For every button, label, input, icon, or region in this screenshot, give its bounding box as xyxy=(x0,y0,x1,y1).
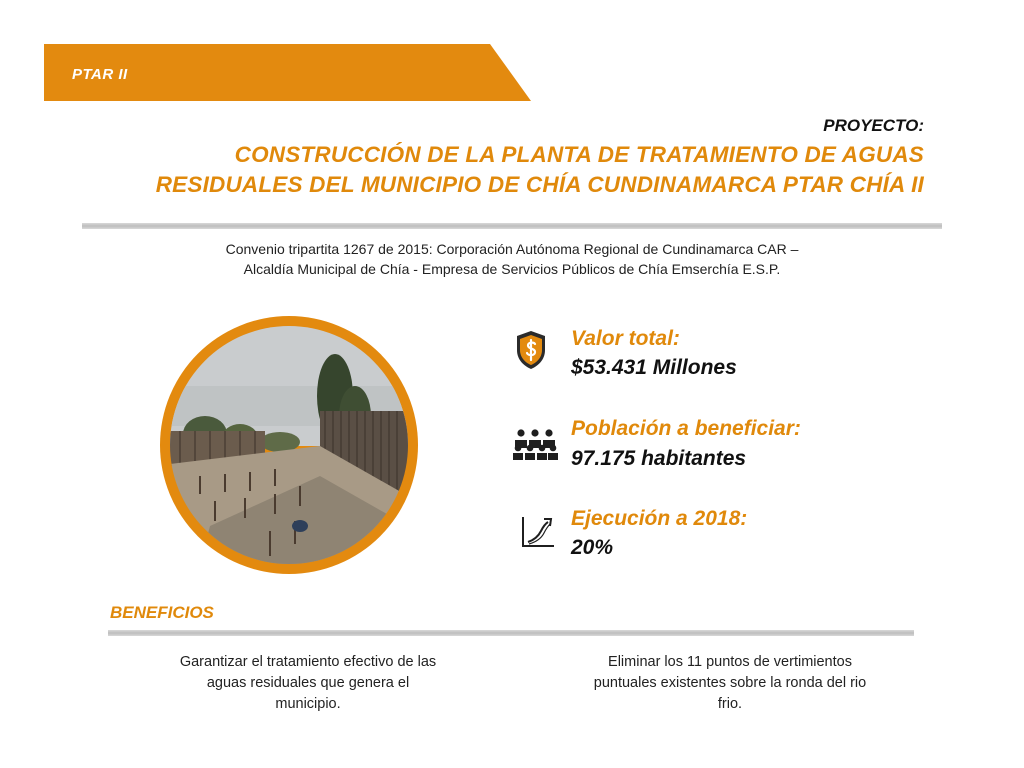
beneficio-1-line-3: municipio. xyxy=(275,696,341,712)
beneficio-2-line-2: puntuales existentes sobre la ronda del rio xyxy=(593,675,867,691)
convenio-text xyxy=(90,239,934,279)
beneficio-2-line-3: frio. xyxy=(717,696,743,712)
trend-up-icon xyxy=(520,515,556,549)
stat-valor-title: Valor total: xyxy=(571,327,680,350)
beneficio-1-line-2: aguas residuales que genera el xyxy=(206,675,410,691)
stat-valor-value: $53.431 Millones xyxy=(571,356,737,379)
beneficio-2-line-1: Eliminar los 11 puntos de vertimientos xyxy=(608,654,852,670)
construction-site-photo xyxy=(170,326,408,564)
stat-ejecucion-value: 20% xyxy=(571,536,614,559)
stat-poblacion-value: 97.175 habitantes xyxy=(571,447,747,470)
header-divider xyxy=(82,223,942,229)
convenio-line-2: Alcaldía Municipal de Chía - Empresa de Servicios Públicos de Chía Emserchía E.S.P. xyxy=(243,261,781,277)
stat-poblacion-title: Población a beneficiar: xyxy=(571,417,801,440)
beneficio-1-line-1: Garantizar el tratamiento efectivo de las xyxy=(179,654,437,670)
beneficio-item-1 xyxy=(128,652,488,715)
proyecto-label: PROYECTO: xyxy=(823,116,924,135)
stat-ejecucion-title: Ejecución a 2018: xyxy=(571,507,748,530)
convenio-line-1: Convenio tripartita 1267 de 2015: Corporación Autónoma Regional de Cundinamarca CAR – xyxy=(225,241,799,257)
people-group-icon xyxy=(512,428,558,460)
project-title-line-1: CONSTRUCCIÓN DE LA PLANTA DE TRATAMIENTO DE AGUAS xyxy=(234,142,924,167)
photo-frame xyxy=(160,316,418,574)
project-title xyxy=(104,140,924,200)
beneficio-item-2 xyxy=(540,652,920,715)
money-shield-icon xyxy=(514,329,548,371)
beneficios-heading: BENEFICIOS xyxy=(110,603,214,622)
project-title-line-2: RESIDUALES DEL MUNICIPIO DE CHÍA CUNDINAMARCA PTAR CHÍA II xyxy=(155,172,924,197)
section-tag-label: PTAR II xyxy=(72,66,128,83)
beneficios-divider xyxy=(108,630,914,636)
